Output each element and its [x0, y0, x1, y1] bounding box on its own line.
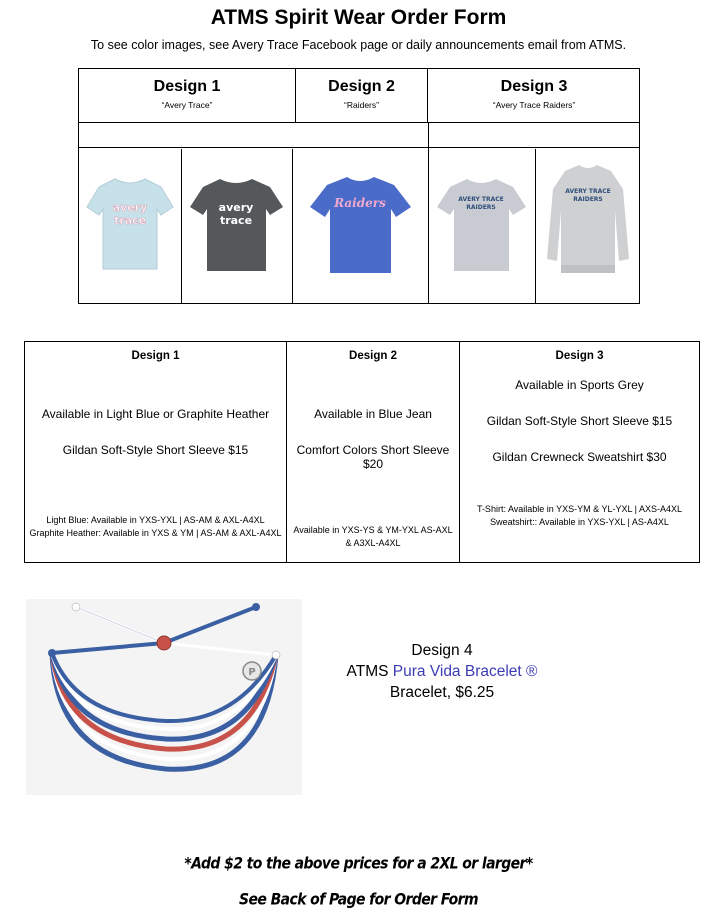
design-2-sizes: Available in YXS-YS & YM-YXL AS-AXL & A3XL-A4XL — [293, 525, 453, 548]
design-3-details — [460, 342, 699, 562]
blue-jean-tshirt-image — [295, 149, 426, 304]
design-3-header — [428, 69, 640, 122]
design-4-price: Bracelet, $6.25 — [389, 684, 495, 701]
design-3-availability: Available in Sports Grey — [515, 378, 644, 392]
designs-table — [78, 68, 640, 304]
svg-text:trace: trace — [219, 214, 253, 227]
svg-text:AVERY TRACE: AVERY TRACE — [458, 196, 504, 203]
design-3-name: Design 3 — [500, 78, 568, 95]
design-4-info — [302, 640, 582, 703]
divider — [181, 149, 182, 304]
svg-text:avery: avery — [218, 201, 254, 214]
design-1-header — [79, 69, 296, 122]
design-3-sizes: T-Shirt: Available in YXS-YM & YL-YXL | AXS-A4XL Sweatshirt:: Available in YXS-YXL | AS-A4XL — [476, 504, 683, 527]
design-4-heading: Design 4 — [411, 642, 473, 659]
design-4-title — [302, 661, 582, 682]
design-3-product-sweatshirt: Gildan Crewneck Sweatshirt $30 — [492, 450, 667, 464]
design-1-details — [25, 342, 287, 562]
bracelet-image — [26, 599, 302, 795]
svg-text:AVERY TRACE: AVERY TRACE — [565, 188, 611, 195]
divider — [292, 149, 293, 304]
page-title: ATMS Spirit Wear Order Form — [210, 6, 507, 29]
svg-text:Raiders: Raiders — [334, 196, 386, 210]
svg-text:RAIDERS: RAIDERS — [573, 196, 603, 203]
design-4-prefix: ATMS — [346, 663, 393, 680]
pura-vida-link[interactable]: Pura Vida Bracelet ® — [392, 663, 538, 680]
divider — [428, 122, 429, 304]
surcharge-note: *Add $2 to the above prices for a 2XL or larger* — [184, 854, 533, 874]
back-of-page-note: See Back of Page for Order Form — [239, 890, 478, 910]
design-1-quote: “Avery Trace” — [161, 100, 213, 110]
svg-text:RAIDERS: RAIDERS — [466, 204, 496, 211]
light-blue-tshirt-image — [81, 149, 179, 304]
design-2-name: Design 2 — [328, 78, 395, 95]
design-2-heading: Design 2 — [349, 350, 397, 362]
svg-text:P: P — [248, 667, 256, 678]
page-subtitle: To see color images, see Avery Trace Facebook page or daily announcements email from ATMS. — [90, 38, 627, 52]
divider — [535, 149, 536, 304]
sports-grey-tshirt-image — [430, 149, 533, 304]
design-1-heading: Design 1 — [131, 350, 180, 362]
svg-text:trace: trace — [113, 214, 147, 227]
details-table — [24, 341, 700, 563]
design-2-quote: “Raiders” — [344, 100, 379, 110]
graphite-tshirt-image — [183, 149, 290, 304]
design-2-details — [287, 342, 460, 562]
design-3-heading: Design 3 — [555, 350, 604, 362]
design-2-availability: Available in Blue Jean — [314, 407, 432, 421]
svg-text:avery: avery — [112, 201, 148, 214]
design-3-product-tshirt: Gildan Soft-Style Short Sleeve $15 — [486, 414, 673, 428]
sports-grey-sweatshirt-image — [537, 149, 639, 304]
design-1-product: Gildan Soft-Style Short Sleeve $15 — [62, 443, 249, 457]
blank-row — [79, 122, 639, 148]
design-1-availability: Available in Light Blue or Graphite Heather — [41, 407, 270, 421]
design-3-quote: “Avery Trace Raiders” — [492, 100, 576, 110]
design-2-product: Comfort Colors Short Sleeve $20 — [296, 443, 450, 471]
design-1-sizes: Light Blue: Available in YXS-YXL | AS-AM & AXL-A4XL Graphite Heather: Available in YXS & YM | AS-AM & AXL-A4XL — [29, 515, 282, 538]
design-2-header — [296, 69, 428, 122]
design-1-name: Design 1 — [153, 78, 221, 95]
